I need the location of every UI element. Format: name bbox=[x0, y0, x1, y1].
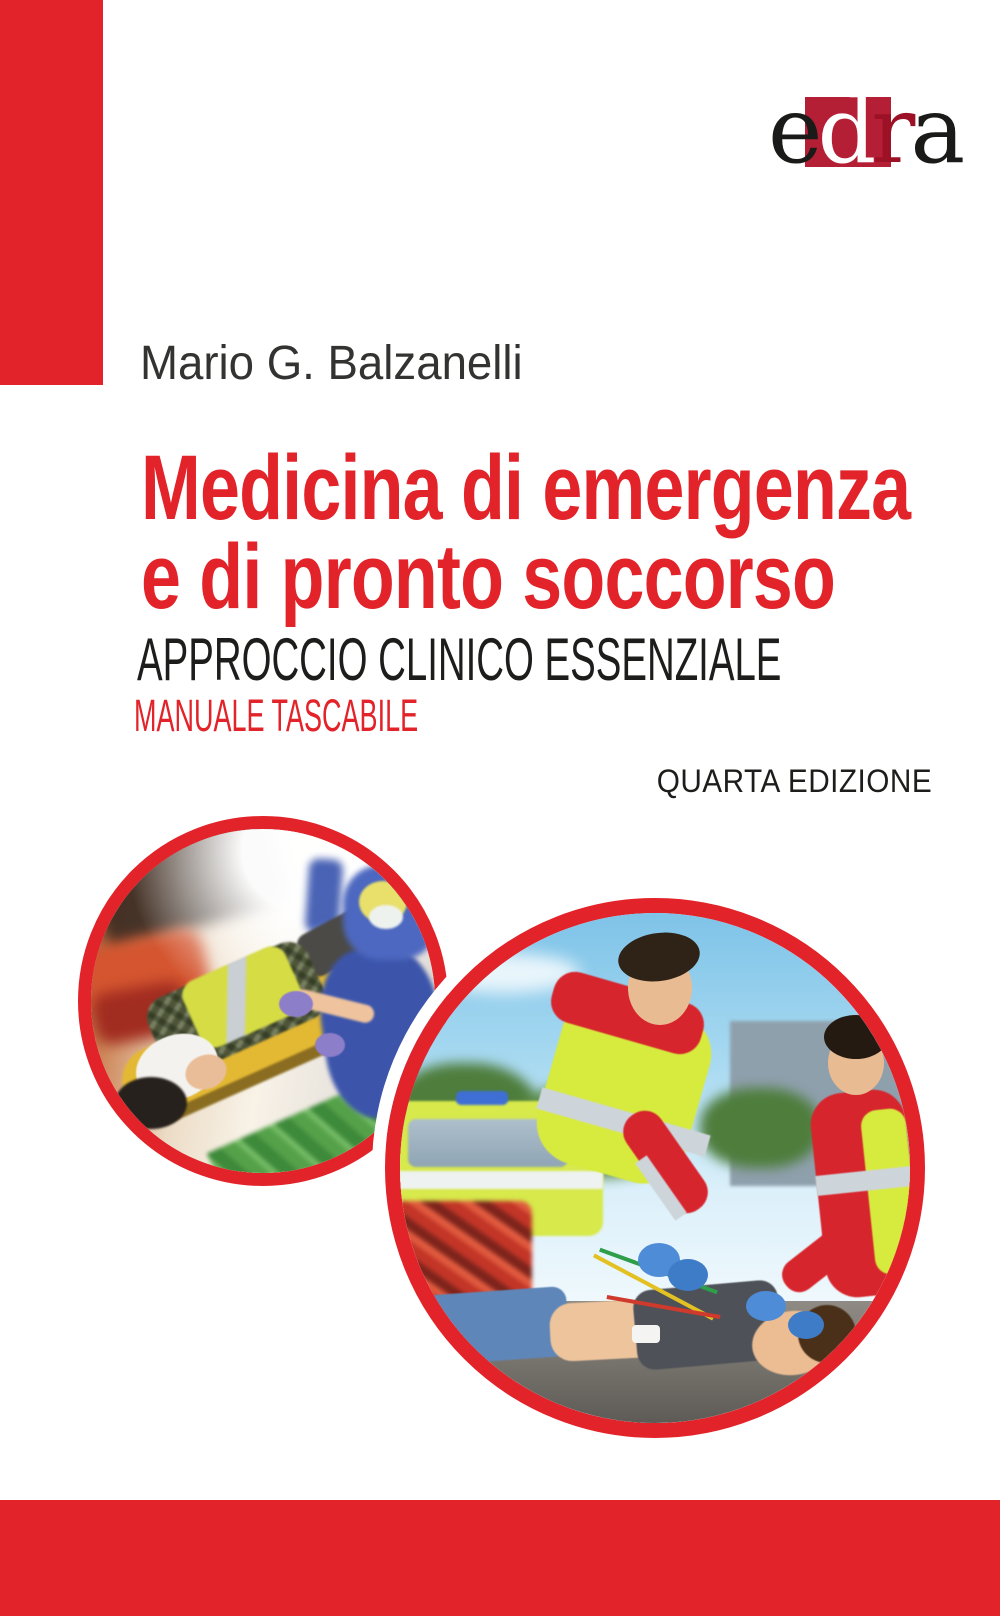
subtitle: APPROCCIO CLINICO ESSENZIALE bbox=[137, 626, 782, 693]
patient-hair bbox=[115, 1077, 187, 1129]
logo-letter-r: r bbox=[871, 77, 911, 184]
red-corner-bar bbox=[0, 0, 103, 385]
blue-glove bbox=[668, 1259, 708, 1291]
logo-letter-a: a bbox=[910, 77, 961, 184]
ambulance-stripe bbox=[388, 1171, 603, 1189]
blue-glove bbox=[746, 1291, 786, 1321]
edition-label: QUARTA EDIZIONE bbox=[656, 763, 932, 799]
logo-letter-e: e bbox=[768, 77, 818, 184]
logo-wordmark bbox=[768, 77, 961, 184]
red-bottom-band bbox=[0, 1500, 1000, 1616]
book-title bbox=[141, 437, 911, 628]
blue-glove bbox=[788, 1311, 824, 1339]
paramedic2-hair bbox=[824, 1015, 888, 1059]
photo-cpr-circle bbox=[385, 898, 925, 1438]
medic-mask bbox=[369, 905, 403, 929]
edra-logo bbox=[760, 55, 961, 185]
purple-glove bbox=[315, 1033, 345, 1057]
title-line-1: Medicina di emergenza bbox=[141, 437, 911, 539]
purple-glove bbox=[279, 991, 313, 1017]
patient-jeans bbox=[416, 1286, 571, 1366]
cpr-scene-illustration bbox=[400, 913, 910, 1423]
title-line-2: e di pronto soccorso bbox=[141, 526, 836, 628]
tree-shape bbox=[700, 1088, 820, 1168]
ambulance-light-bar bbox=[456, 1091, 508, 1105]
ambulance-interior-illustration bbox=[91, 829, 435, 1173]
logo-letter-d: d bbox=[817, 77, 872, 184]
author-name: Mario G. Balzanelli bbox=[140, 337, 523, 390]
series-label: MANUALE TASCABILE bbox=[134, 690, 419, 741]
ecg-electrode bbox=[632, 1325, 660, 1343]
